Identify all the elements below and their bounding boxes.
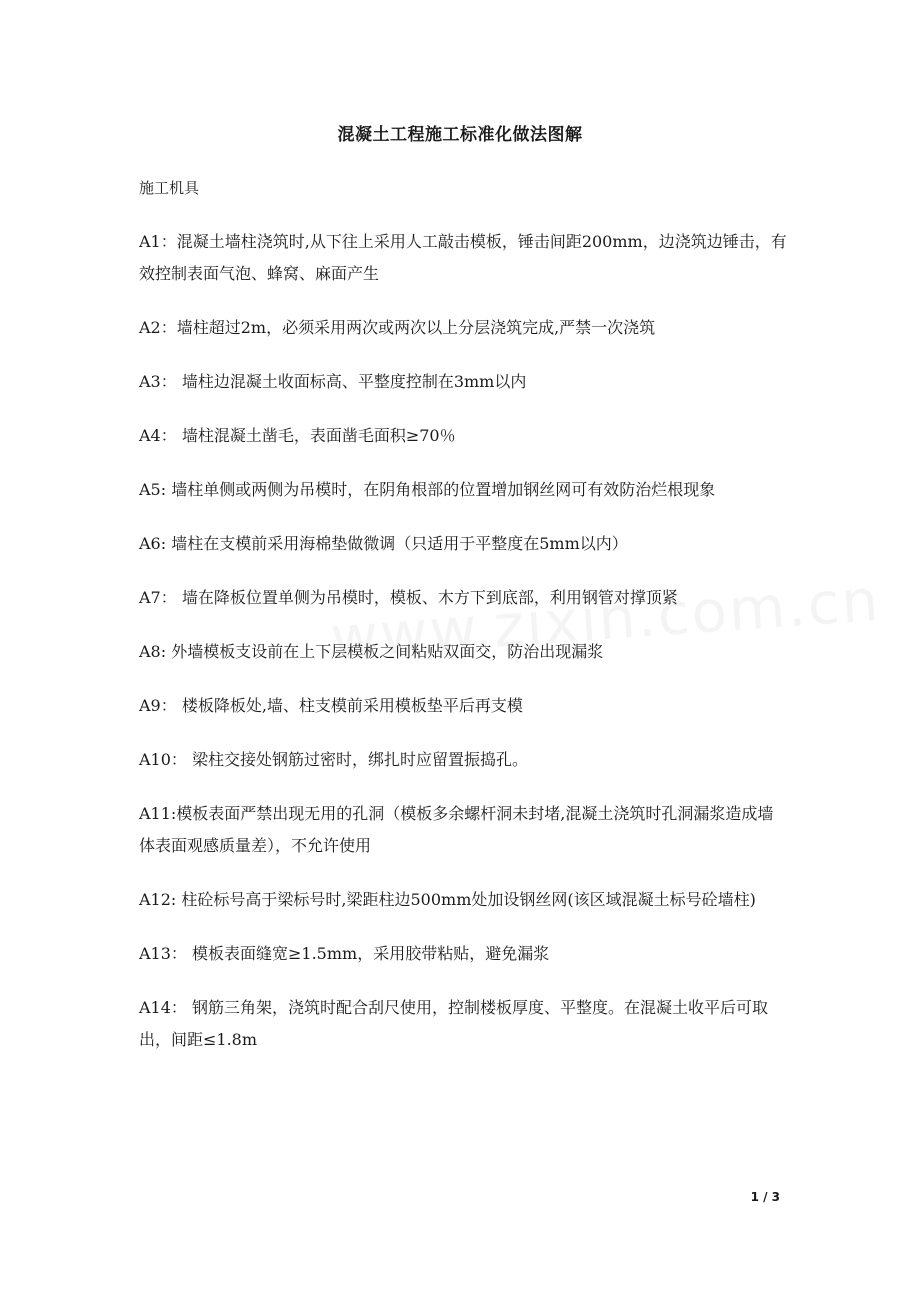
item-list [139,226,789,1078]
list-item: A13： 模板表面缝宽≥1.5mm，采用胶带粘贴，避免漏浆 [139,944,550,963]
list-item: A1：混凝土墙柱浇筑时,从下往上采用人工敲击模板，锤击间距200mm，边浇筑边锤击，有效控制表面气泡、蜂窝、麻面产生 [139,232,787,283]
section-heading: 施工机具 [139,179,200,197]
document-title: 混凝土工程施工标准化做法图解 [337,125,583,145]
page-number: 1 / 3 [750,1190,780,1204]
list-item: A4： 墙柱混凝土凿毛，表面凿毛面积≥70％ [139,426,456,445]
list-item: A5: 墙柱单侧或两侧为吊模时，在阴角根部的位置增加钢丝网可有效防治烂根现象 [139,480,716,499]
list-item: A10： 梁柱交接处钢筋过密时，绑扎时应留置振捣孔。 [139,750,529,769]
list-item: A8: 外墙模板支设前在上下层模板之间粘贴双面交，防治出现漏浆 [139,642,604,661]
list-item: A9： 楼板降板处,墙、柱支模前采用模板垫平后再支模 [139,696,523,715]
list-item: A3： 墙柱边混凝土收面标高、平整度控制在3mm以内 [139,372,527,391]
list-item: A6: 墙柱在支模前采用海棉垫做微调（只适用于平整度在5mm以内） [139,534,628,553]
list-item: A2：墙柱超过2m，必须采用两次或两次以上分层浇筑完成,严禁一次浇筑 [139,318,656,337]
list-item: A14： 钢筋三角架，浇筑时配合刮尺使用，控制楼板厚度、平整度。在混凝土收平后可取出，间距≤1.8m [139,998,769,1049]
list-item: A11:模板表面严禁出现无用的孔洞（模板多余螺杆洞未封堵,混凝土浇筑时孔洞漏浆造成墙体表面观感质量差），不允许使用 [139,804,774,855]
list-item: A7： 墙在降板位置单侧为吊模时，模板、木方下到底部，利用钢管对撑顶紧 [139,588,678,607]
list-item: A12: 柱砼标号高于梁标号时,梁距柱边500mm处加设钢丝网(该区域混凝土标号砼墙柱) [139,890,756,909]
